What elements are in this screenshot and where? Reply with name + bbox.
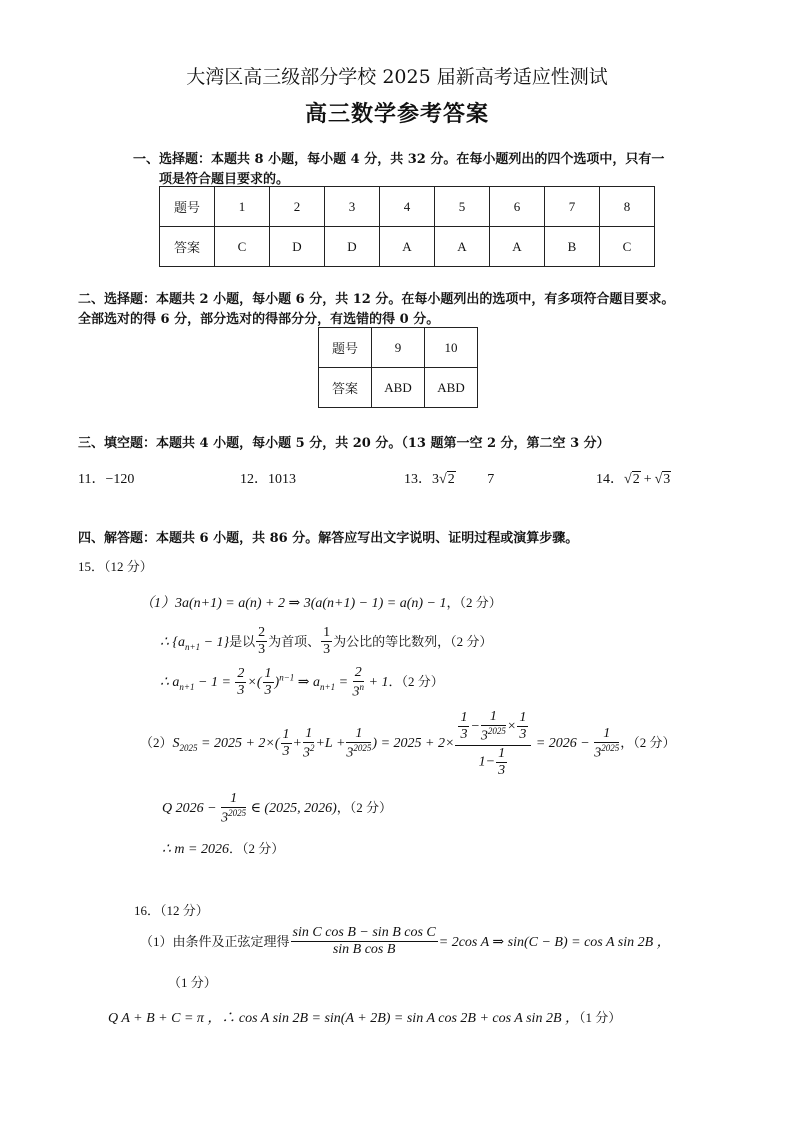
table-cell-answer: C <box>215 227 270 267</box>
q15-conclusion-line <box>162 838 284 858</box>
answer-13-second: 7 <box>487 472 495 487</box>
q15-step3-score: ．（2 分） <box>388 674 444 690</box>
answer-13-radicand: 2 <box>447 472 455 487</box>
q15-step1-score: ，（2 分） <box>446 595 502 610</box>
q15-header: 15．（12 分） <box>78 559 153 574</box>
q15-part2-score: ，（2 分） <box>620 735 676 751</box>
q15-step3-line <box>160 666 444 700</box>
q16-step1-numerator: sin C cos B − sin B cos C <box>292 925 436 940</box>
table-label-number: 题号 <box>160 187 215 227</box>
q16-step1-line <box>140 926 671 957</box>
q16-step2-score: （1 分） <box>579 1010 622 1025</box>
q15-conclusion-expr: ∴ m = 2026 <box>162 842 229 857</box>
q15-part2-bound-math: Q 2026 − $\frac{1}{3^{2025}}$ ∈ (2025, 2026) <box>162 791 337 826</box>
fraction <box>291 926 438 957</box>
table-cell-number: 5 <box>435 187 490 227</box>
table-cell-answer: A <box>380 227 435 267</box>
table-cell-number: 7 <box>545 187 600 227</box>
answer-14-label: 14． <box>596 472 624 487</box>
answer-12-value: 1013 <box>268 472 296 487</box>
table-cell-answer: ABD <box>372 368 425 408</box>
q16-step2-expr: Q A + B + C = π ，∴ cos A sin 2B = sin(A + 2B) = sin A cos 2B + cos A sin 2B ， <box>108 1011 579 1026</box>
table-label-number: 题号 <box>319 328 372 368</box>
table-row-answers <box>319 368 478 408</box>
answer-11-value: −120 <box>105 472 135 487</box>
q15-step2-math: ∴ $\{a_{n+1} - 1\}$ <box>160 635 230 652</box>
section3-intro: 三、填空题：本题共 4 小题，每小题 5 分，共 20 分。（13 题第一空 2 分，第二空 3 分） <box>78 436 610 451</box>
q15-step3-math: ∴ $a_{n+1} - 1$ = $\frac{2}{3}$ ×( $\frac{1}{3}$ )$^{n-1}$ ⇒ $a_{n+1}$ = $\frac{2}{3^n}$ + 1 <box>160 665 389 700</box>
table-cell-answer: ABD <box>425 368 478 408</box>
section1-answer-table <box>159 186 655 267</box>
table-cell-number: 6 <box>490 187 545 227</box>
table-cell-number: 10 <box>425 328 478 368</box>
answer-11-label: 11． <box>78 472 106 487</box>
table-cell-number: 2 <box>270 187 325 227</box>
section2-answer-table <box>318 327 478 408</box>
table-cell-answer: A <box>435 227 490 267</box>
exam-title: 大湾区高三级部分学校 2025 届新高考适应性测试 <box>186 66 608 88</box>
answer-13: 13．3√2 7 <box>404 472 495 487</box>
fraction: $\frac{2}{3}$ <box>258 625 266 657</box>
q15-step2-text2: 为首项、 <box>268 634 321 649</box>
answer-12-label: 12． <box>240 472 268 487</box>
table-row-numbers <box>160 187 655 227</box>
answer-13-label: 13． <box>404 472 432 487</box>
answer-14-plus: + <box>643 472 652 487</box>
answer-key-title: 高三数学参考答案 <box>304 101 489 127</box>
answer-14-radicand1: 2 <box>632 472 640 487</box>
q15-step2-text3: 为公比的等比数列，（2 分） <box>333 634 493 649</box>
q15-part2-prefix: （2） <box>140 735 173 751</box>
q15-conclusion-score: ．（2 分） <box>228 841 285 856</box>
table-row-answers <box>160 227 655 267</box>
q16-step1-prefix: （1）由条件及正弦定理得 <box>140 934 290 949</box>
table-row-numbers <box>319 328 478 368</box>
answer-11 <box>78 468 134 488</box>
table-cell-number: 8 <box>600 187 655 227</box>
q15-step2-line <box>160 626 492 657</box>
q15-step1-expr: （1）3a(n+1) = a(n) + 2 ⇒ 3(a(n+1) − 1) = a(n) − 1 <box>140 596 447 611</box>
table-cell-number: 4 <box>380 187 435 227</box>
q16-header: 16．（12 分） <box>134 903 209 918</box>
answer-14: 14．√2 + √3 <box>596 472 671 487</box>
q15-step1-line <box>140 592 502 612</box>
table-label-answer: 答案 <box>160 227 215 267</box>
section2-intro-line1: 二、选择题：本题共 2 小题，每小题 6 分，共 12 分。在每小题列出的选项中，有多项符合题目要求。 <box>78 292 675 307</box>
q16-step1-rest: = 2cos A ⇒ sin(C − B) = cos A sin 2B ， <box>438 935 671 950</box>
table-cell-answer: D <box>325 227 380 267</box>
q16-step1-score: （1 分） <box>168 975 217 990</box>
q15-part2-bound-line <box>162 792 392 826</box>
section2-intro-line2: 全部选对的得 6 分，部分选对的得部分分，有选错的得 0 分。 <box>78 312 440 327</box>
q15-part2-line <box>140 710 676 778</box>
q15-part2-math: $S_{2025} = 2025 + 2\times$( $\frac{1}{3}$ + $\frac{1}{3^2}$ +L + $\frac{1}{3^{2025}}$ ) = 2025 + 2× $\frac{1}{3}$ − $\frac{1}{3^{2025}}$ × $\frac{1}{3}$ 1− $\frac{1}{3}$ = 2026 − $\frac{1}{3^{2025}}$ <box>172 709 620 778</box>
answer-12 <box>240 468 296 488</box>
answer-13-coef: 3 <box>432 472 439 487</box>
table-cell-answer: A <box>490 227 545 267</box>
answer-14-radicand2: 3 <box>663 472 671 487</box>
q15-part2-bound-score: ，（2 分） <box>336 800 393 816</box>
table-label-answer: 答案 <box>319 368 372 408</box>
fraction: $\frac{1}{3}$ <box>323 625 331 657</box>
q16-step1-denominator: sin B cos B <box>332 942 396 957</box>
table-cell-answer: C <box>600 227 655 267</box>
table-cell-number: 1 <box>215 187 270 227</box>
section1-intro-line1: 一、选择题：本题共 8 小题，每小题 4 分，共 32 分。在每小题列出的四个选项中，只有一 <box>133 152 665 167</box>
section4-intro: 四、解答题：本题共 6 小题，共 86 分。解答应写出文字说明、证明过程或演算步骤。 <box>78 531 579 546</box>
section1-intro-line2: 项是符合题目要求的。 <box>159 172 290 187</box>
table-cell-answer: B <box>545 227 600 267</box>
q16-step2-line <box>108 1007 621 1027</box>
table-cell-number: 3 <box>325 187 380 227</box>
table-cell-number: 9 <box>372 328 425 368</box>
q15-step2-text1: 是以 <box>229 634 256 649</box>
table-cell-answer: D <box>270 227 325 267</box>
